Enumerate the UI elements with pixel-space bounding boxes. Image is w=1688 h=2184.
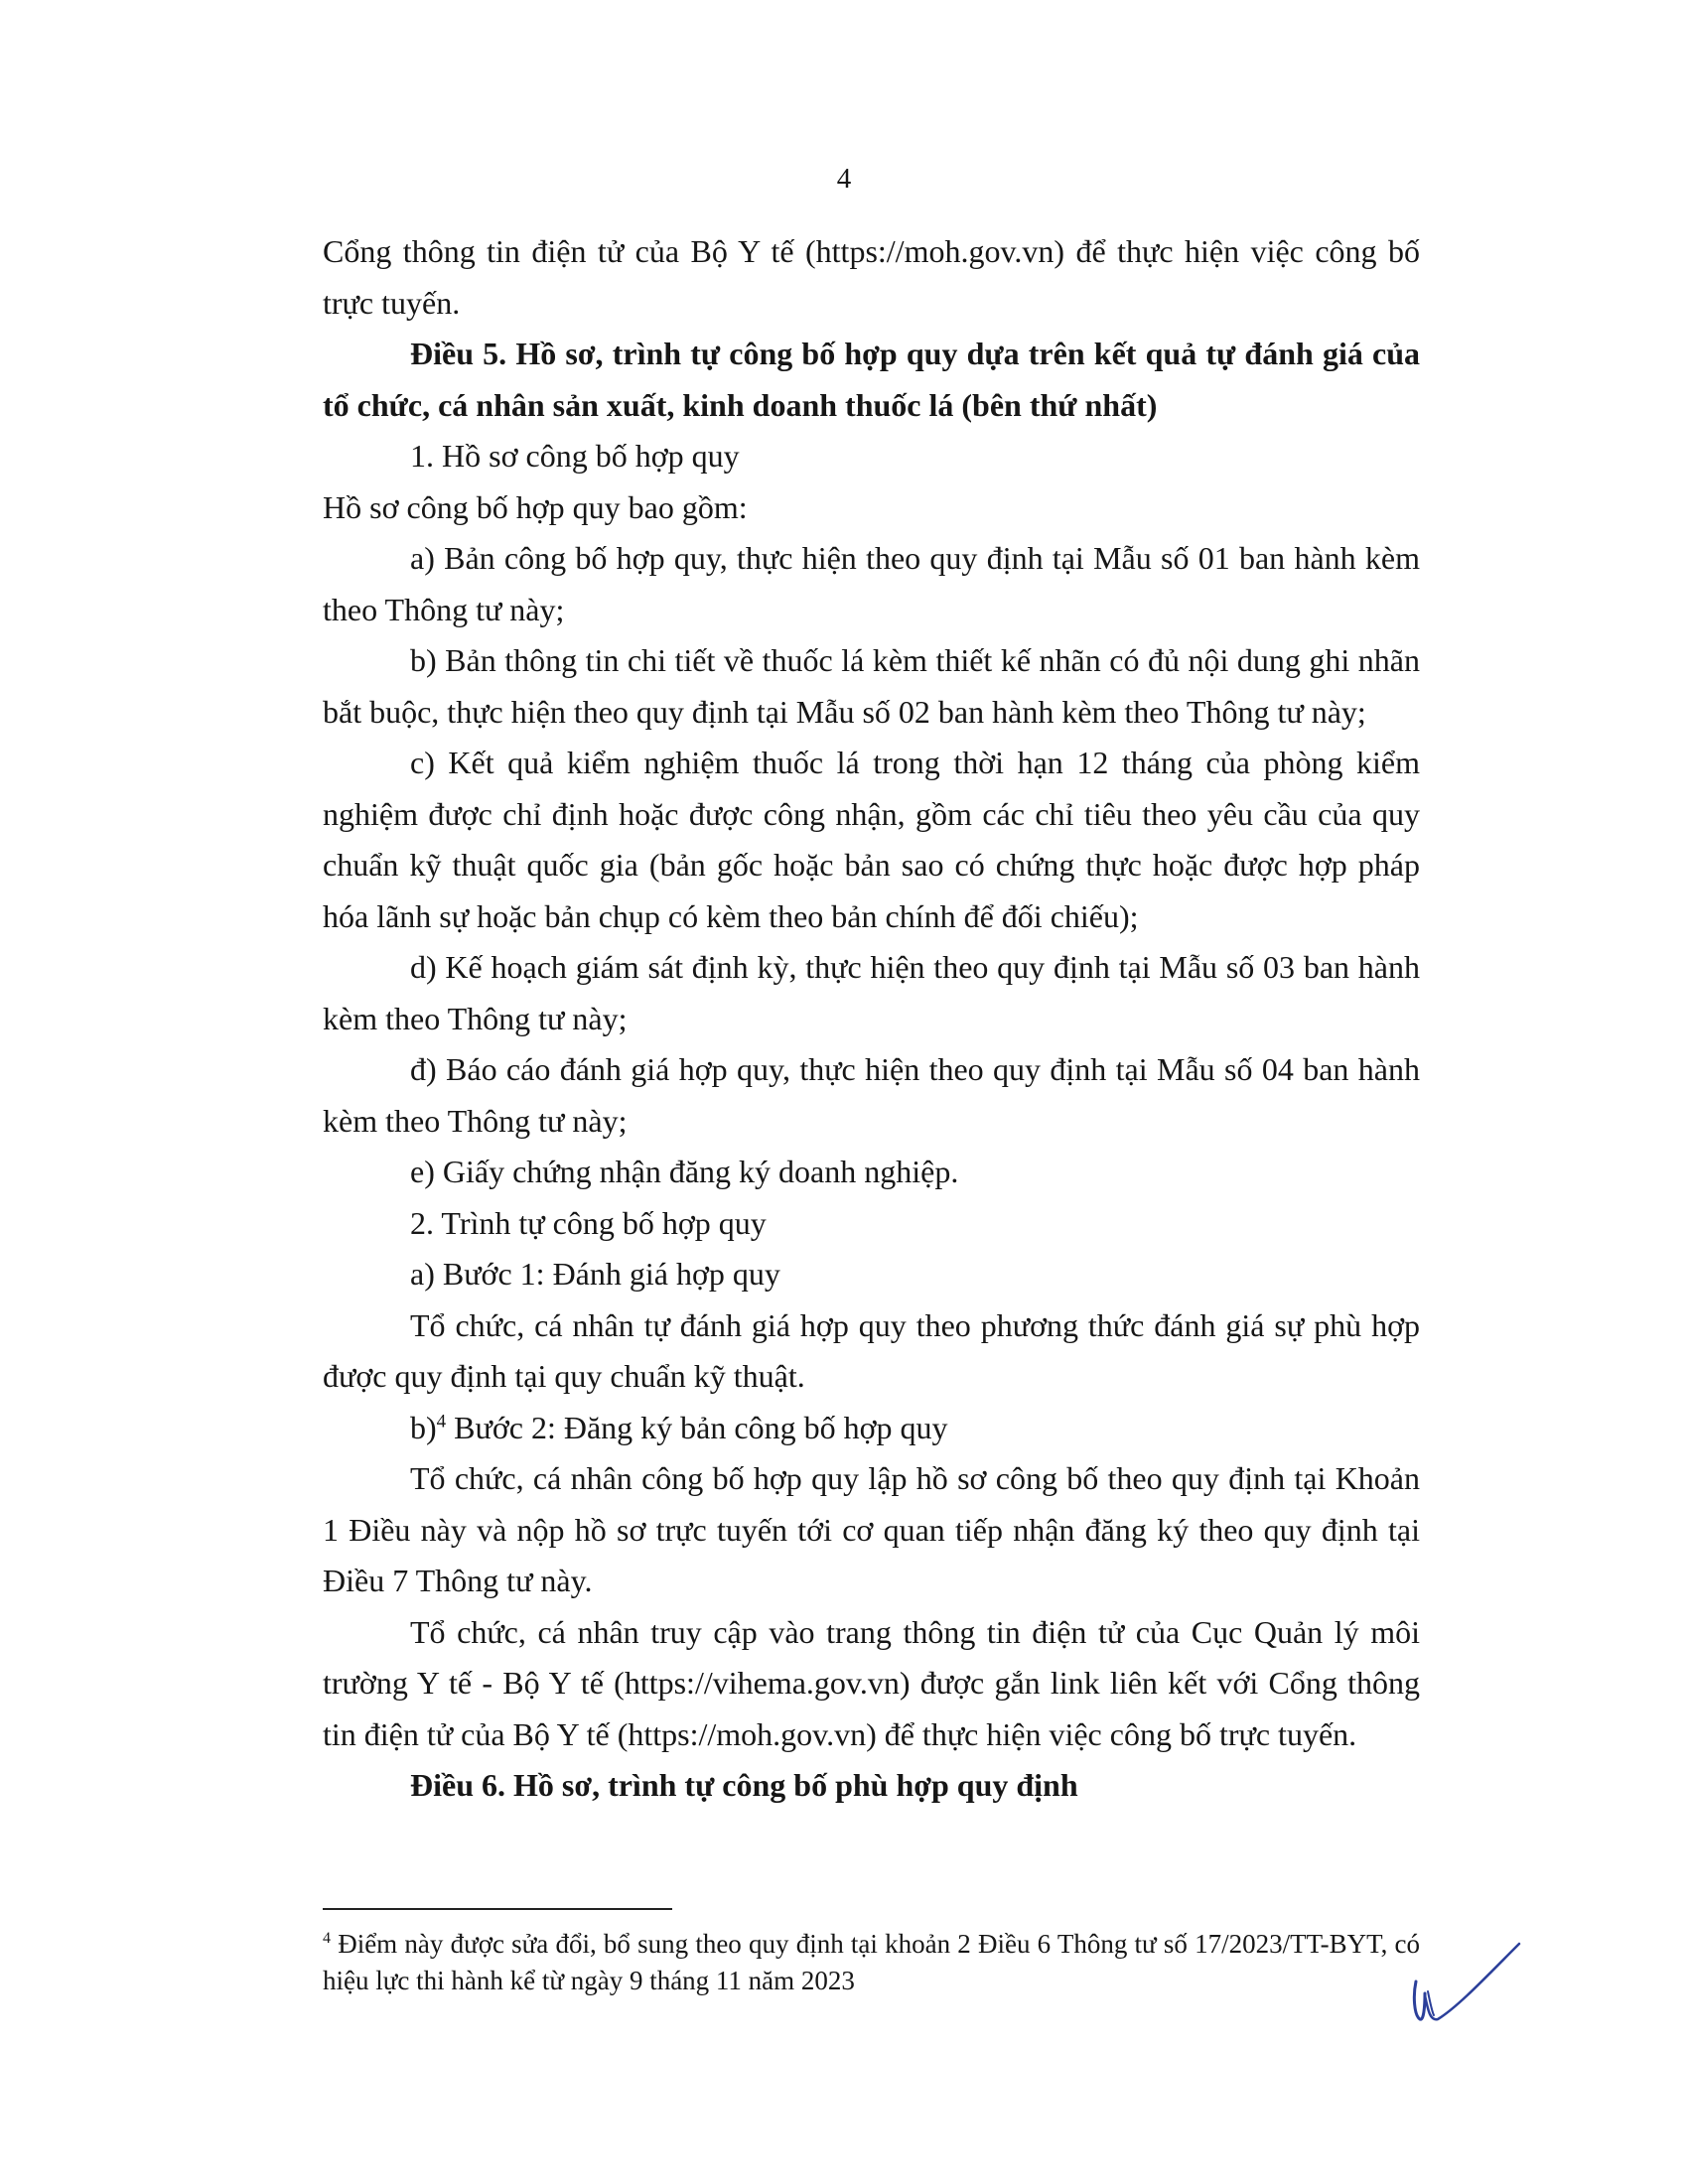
step-2-text: Tổ chức, cá nhân công bố hợp quy lập hồ sơ công bố theo quy định tại Khoản 1 Điều này và nộp hồ sơ trực tuyến tới cơ quan tiếp nhận đăng ký theo quy định tại Điều 7 Thông tư này. [323, 1460, 1420, 1598]
step-1-title: a) Bước 1: Đánh giá hợp quy [410, 1256, 780, 1292]
footnote-text: Điểm này được sửa đổi, bổ sung theo quy định tại khoản 2 Điều 6 Thông tư số 17/2023/TT-BYT, có hiệu lực thi hành kể từ ngày 9 tháng 11 năm 2023 [323, 1929, 1420, 1995]
item-c: c) Kết quả kiểm nghiệm thuốc lá trong thời hạn 12 tháng của phòng kiểm nghiệm được chỉ định hoặc được công nhận, gồm các chỉ tiêu theo yêu cầu của quy chuẩn kỹ thuật quốc gia (bản gốc hoặc bản sao có chứng thực hoặc được hợp pháp hóa lãnh sự hoặc bản chụp có kèm theo bản chính để đối chiếu); [323, 745, 1420, 934]
step-2-prefix: b) [410, 1409, 437, 1445]
step-2-label: Bước 2: Đăng ký bản công bố hợp quy [454, 1409, 948, 1445]
footnote-marker: 4 [323, 1930, 331, 1947]
dossier-intro: Hồ sơ công bố hợp quy bao gồm: [323, 488, 748, 525]
footnote [323, 1926, 1420, 1999]
step-2-title [323, 1403, 1420, 1454]
initials-signature-icon [1408, 1936, 1527, 2025]
article-5-heading: Điều 5. Hồ sơ, trình tự công bố hợp quy dựa trên kết quả tự đánh giá của tổ chức, cá nhân sản xuất, kinh doanh thuốc lá (bên thứ nhất) [323, 336, 1420, 423]
section-2-title: 2. Trình tự công bố hợp quy [410, 1204, 767, 1241]
item-dd: đ) Báo cáo đánh giá hợp quy, thực hiện theo quy định tại Mẫu số 04 ban hành kèm theo Thông tư này; [323, 1051, 1420, 1139]
footnote-reference: 4 [436, 1410, 447, 1432]
page-number: 4 [836, 163, 852, 195]
item-d: d) Kế hoạch giám sát định kỳ, thực hiện theo quy định tại Mẫu số 03 ban hành kèm theo Thông tư này; [323, 949, 1420, 1036]
footnote-divider [323, 1908, 672, 1910]
item-e: e) Giấy chứng nhận đăng ký doanh nghiệp. [410, 1154, 959, 1189]
section-1-title: 1. Hồ sơ công bố hợp quy [410, 438, 740, 474]
item-b: b) Bản thông tin chi tiết về thuốc lá kèm thiết kế nhãn có đủ nội dung ghi nhãn bắt buộc, thực hiện theo quy định tại Mẫu số 02 ban hành kèm theo Thông tư này; [323, 642, 1420, 730]
online-access-text: Tổ chức, cá nhân truy cập vào trang thông tin điện tử của Cục Quản lý môi trường Y tế - Bộ Y tế (https://vihema.gov.vn) được gắn link liên kết với Cổng thông tin điện tử của Bộ Y tế (https://moh.gov.vn) để thực hiện việc công bố trực tuyến. [323, 1613, 1420, 1752]
item-a: a) Bản công bố hợp quy, thực hiện theo quy định tại Mẫu số 01 ban hành kèm theo Thông tư này; [323, 540, 1420, 627]
article-6-heading: Điều 6. Hồ sơ, trình tự công bố phù hợp quy định [410, 1767, 1078, 1803]
step-1-text: Tổ chức, cá nhân tự đánh giá hợp quy theo phương thức đánh giá sự phù hợp được quy định tại quy chuẩn kỹ thuật. [323, 1306, 1420, 1394]
paragraph-continuation: Cổng thông tin điện tử của Bộ Y tế (https://moh.gov.vn) để thực hiện việc công bố trực tuyến. [323, 233, 1420, 321]
body-text [323, 226, 1420, 1812]
